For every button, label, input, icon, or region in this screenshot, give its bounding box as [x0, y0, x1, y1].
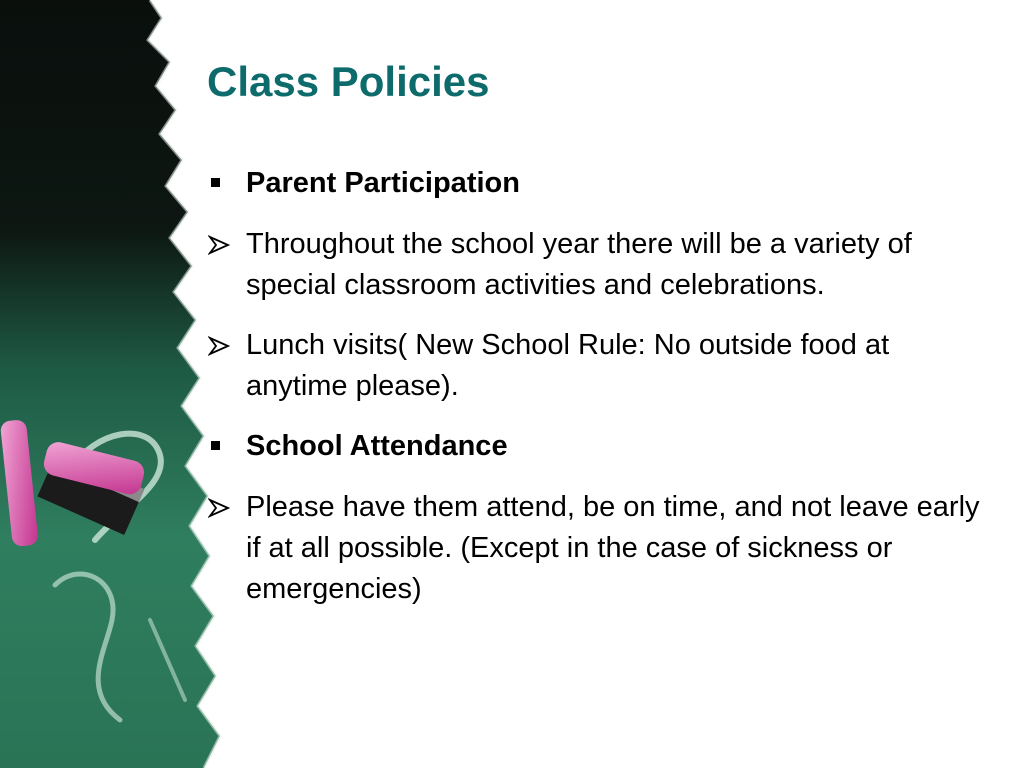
bullet-item-special-activities [207, 224, 987, 306]
chalkboard-chalk-image [0, 0, 240, 768]
bullet-item-school-attendance [207, 426, 987, 467]
arrow-bullet-icon [207, 487, 237, 528]
bullet-heading-text: School Attendance [246, 430, 508, 462]
bullet-item-lunch-visits [207, 325, 987, 407]
slide-title: Class Policies [207, 58, 490, 105]
arrow-bullet-icon [207, 224, 237, 265]
bullet-detail-text: Throughout the school year there will be a variety of special classroom activities and celebrations. [246, 228, 912, 301]
arrow-bullet-icon [207, 325, 237, 366]
bullet-heading-text: Parent Participation [246, 167, 520, 199]
square-bullet-icon [207, 426, 237, 467]
bullet-item-attendance-request [207, 487, 987, 610]
slide-bullet-list [207, 163, 987, 629]
square-bullet-icon [207, 163, 237, 204]
bullet-detail-text: Lunch visits( New School Rule: No outside food at anytime please). [246, 329, 890, 402]
bullet-detail-text: Please have them attend, be on time, and not leave early if at all possible. (Except in the case of sickness or emergencies) [246, 491, 980, 605]
bullet-item-parent-participation [207, 163, 987, 204]
